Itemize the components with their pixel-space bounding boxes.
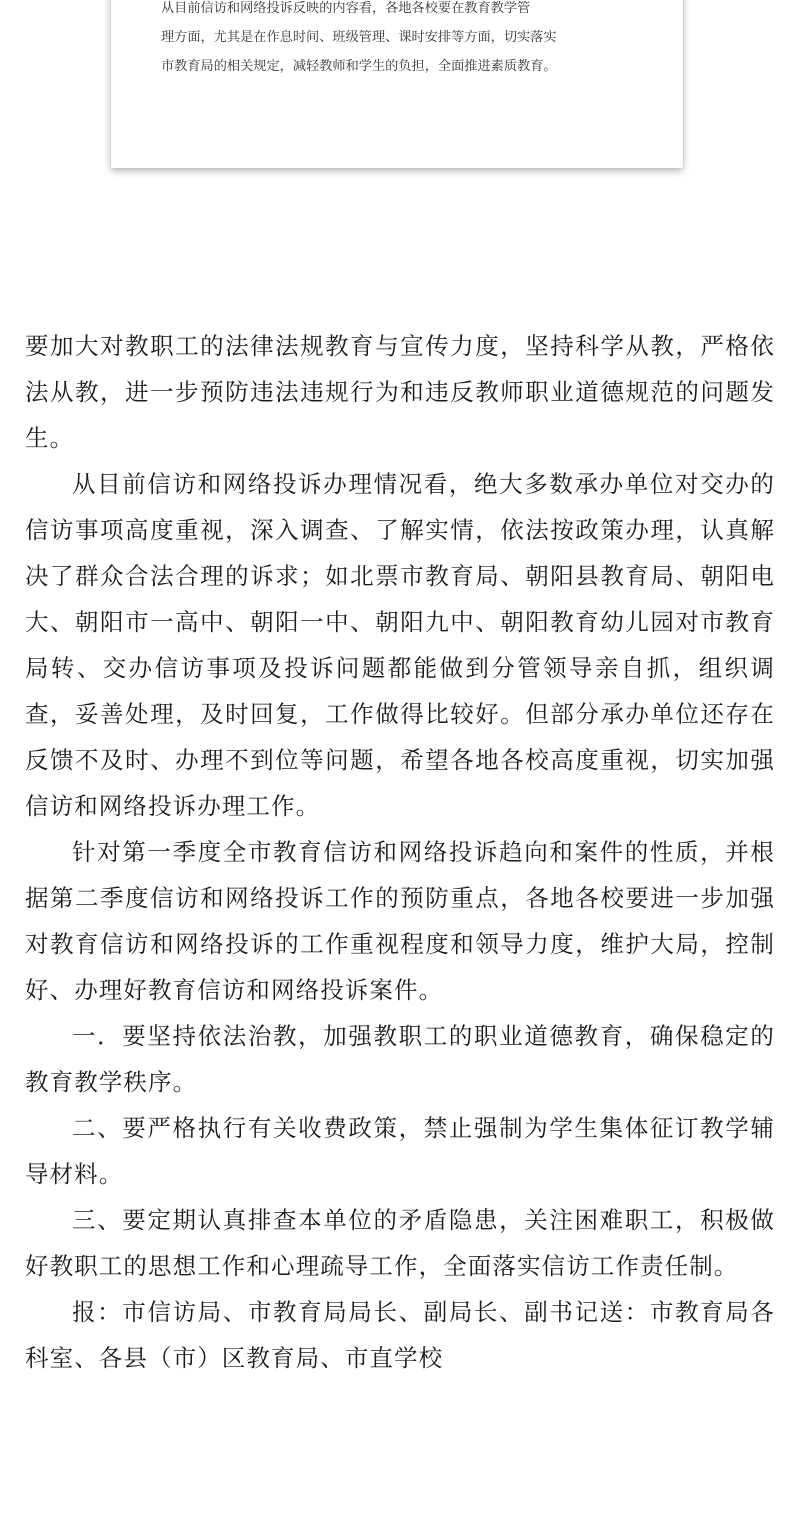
- paragraph-continuation: 要加大对教职工的法律法规教育与宣传力度，坚持科学从教，严格依法从教，进一步预防违法违规行为和违反教师职业道德规范的问题发生。: [25, 332, 775, 452]
- paragraph-q2-focus: 针对第一季度全市教育信访和网络投诉趋向和案件的性质，并根据第二季度信访和网络投诉工作的预防重点，各地各校要进一步加强对教育信访和网络投诉的工作重视程度和领导力度，维护大局，控制好、办理好教育信访和网络投诉案件。: [25, 838, 775, 1004]
- paragraph-handling-status: 从目前信访和网络投诉办理情况看，绝大多数承办单位对交办的信访事项高度重视，深入调查、了解实情，依法按政策办理，认真解决了群众合法合理的诉求；如北票市教育局、朝阳县教育局、朝阳电大、朝阳市一高中、朝阳一中、朝阳九中、朝阳教育幼儿园对市教育局转、交办信访事项及投诉问题都能做到分管领导亲自抓，组织调查，妥善处理，及时回复，工作做得比较好。但部分承办单位还存在反馈不及时、办理不到位等问题，希望各地各校高度重视，切实加强信访和网络投诉办理工作。: [25, 470, 775, 820]
- preview-line: 市教育局的相关规定，减轻教师和学生的负担，全面推进素质教育。: [161, 59, 557, 74]
- document-body: [25, 323, 775, 1381]
- paragraph-distribution: 报：市信访局、市教育局局长、副局长、副书记送：市教育局各科室、各县（市）区教育局、市直学校: [25, 1298, 775, 1372]
- paragraph-item-three: 三、要定期认真排查本单位的矛盾隐患，关注困难职工，积极做好教职工的思想工作和心理疏导工作，全面落实信访工作责任制。: [25, 1206, 775, 1280]
- paragraph-item-two: 二、要严格执行有关收费政策，禁止强制为学生集体征订教学辅导材料。: [25, 1114, 775, 1188]
- preview-line: 理方面，尤其是在作息时间、班级管理、课时安排等方面，切实落实: [161, 30, 557, 45]
- preview-text: [161, 0, 636, 81]
- preview-line: 从目前信访和网络投诉反映的内容看，各地各校要在教育教学管: [161, 1, 531, 16]
- paragraph-item-one: 一．要坚持依法治教，加强教职工的职业道德教育，确保稳定的教育教学秩序。: [25, 1022, 775, 1096]
- document-preview-card: [111, 0, 683, 168]
